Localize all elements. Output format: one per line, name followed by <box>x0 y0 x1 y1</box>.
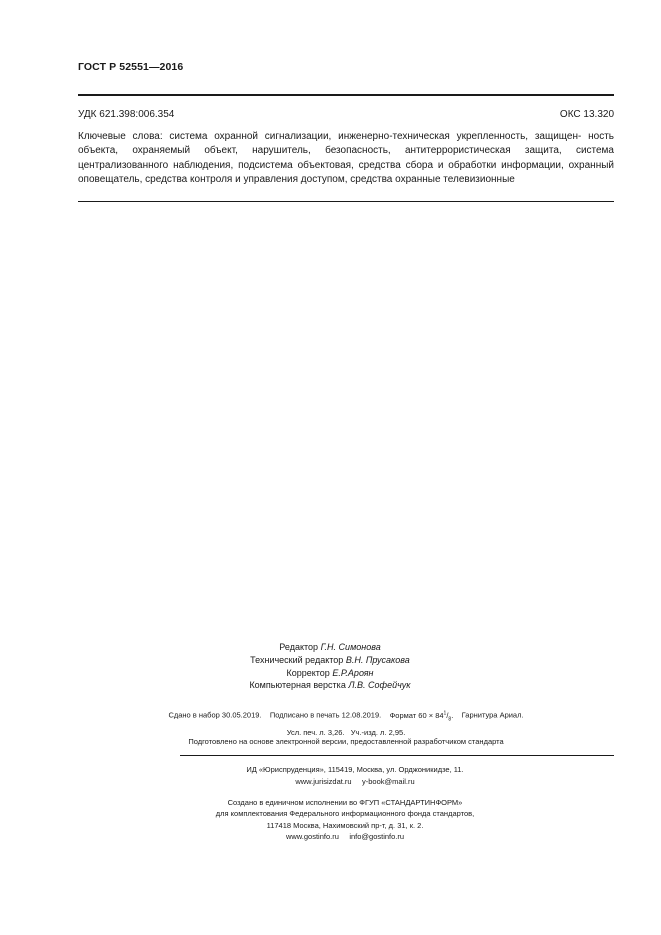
credits-block <box>120 641 540 692</box>
credit-corrector <box>120 667 540 680</box>
keywords-paragraph <box>78 130 614 188</box>
edition-sheets: Уч.-изд. л. 2,95. <box>350 728 406 737</box>
print-info-block <box>78 707 614 739</box>
udc-code: УДК 621.398:006.354 <box>78 109 175 120</box>
keywords-line: охранный оповещатель, средства контроля и управления доступом, средства охранные телевизионные <box>78 159 614 186</box>
credit-label: Компьютерная верстка <box>249 680 346 691</box>
credit-name: Е.Р.Ароян <box>332 667 374 678</box>
produced-line-1: Создано в единичном исполнении во ФГУП «СТАНДАРТИНФОРМ» <box>227 798 463 807</box>
credit-layout <box>120 679 540 692</box>
credit-label: Редактор <box>279 642 319 652</box>
credit-tech-editor <box>120 654 540 667</box>
publisher-email: y-book@mail.ru <box>362 776 415 786</box>
keywords-line: централизованного наблюдения, подсистема объектовая, средства сбора и обработки информации, <box>78 159 564 171</box>
paper-format: Формат $60 \times 84^1/_8$. <box>389 710 454 722</box>
submitted-date: Сдано в набор 30.05.2019. <box>168 710 262 720</box>
produced-email: info@gostinfo.ru <box>349 831 405 841</box>
print-info-line-1 <box>78 707 614 726</box>
produced-block <box>120 797 570 842</box>
publisher-block <box>140 764 570 787</box>
typeface: Гарнитура Ариал. <box>461 710 524 720</box>
printed-sheets: Усл. печ. л. 3,26. <box>286 728 345 737</box>
produced-line-3: 117418 Москва, Нахимовский пр-т, д. 31, к. 2. <box>266 820 424 830</box>
produced-line-2: для комплектования Федерального информационного фонда стандартов, <box>215 809 475 819</box>
keywords-divider <box>78 201 614 202</box>
credit-label: Технический редактор <box>250 654 344 665</box>
credit-name: Г.Н. Симонова <box>320 642 381 652</box>
document-code: ГОСТ Р 52551—2016 <box>78 61 184 73</box>
signed-date: Подписано в печать 12.08.2019. <box>269 710 382 720</box>
prepared-note: Подготовлено на основе электронной версии, предоставленной разработчиком стандарта <box>188 737 504 746</box>
publisher-address: ИД «Юриспруденция», 115419, Москва, ул. Орджоникидзе, 11. <box>246 765 464 774</box>
credit-name: Л.В. Софейчук <box>348 680 411 691</box>
oks-code: ОКС 13.320 <box>559 109 614 120</box>
keywords-line: Ключевые слова: система охранной сигнализации, инженерно-техническая укрепленность, защищен- <box>78 131 582 142</box>
produced-contacts <box>120 831 570 842</box>
publisher-site: www.jurisizdat.ru <box>295 776 352 786</box>
header-divider <box>78 94 614 96</box>
credit-name: В.Н. Прусакова <box>345 654 410 665</box>
publisher-contacts <box>140 776 570 788</box>
credit-editor <box>120 641 540 654</box>
credit-label: Корректор <box>286 667 330 678</box>
keywords-line: ность объекта, охраняемый объект, нарушитель, безопасность, антитеррористическая защита, система <box>78 131 615 157</box>
produced-site: www.gostinfo.ru <box>285 831 339 841</box>
publisher-divider <box>180 755 614 756</box>
